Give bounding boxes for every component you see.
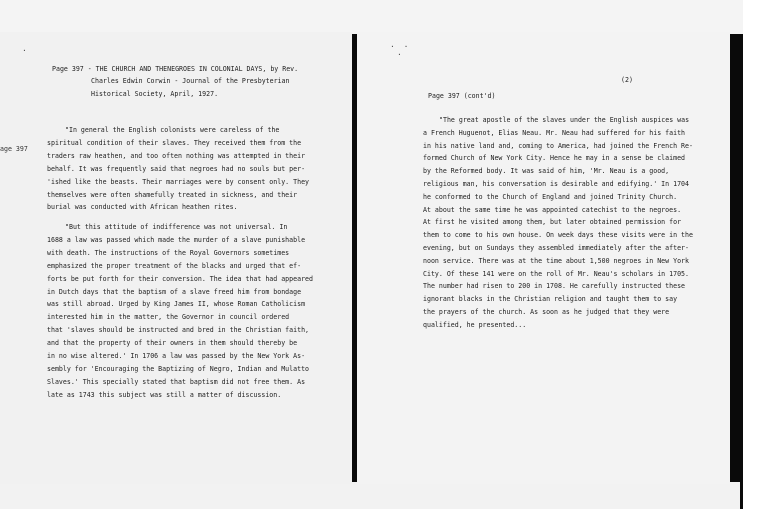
continuation-heading: Page 397 (cont'd) [428, 92, 496, 100]
text-line: noon service. There was at the time about 1,500 negroes in New York [423, 256, 689, 265]
text-line: spiritual condition of their slaves. They received them from the [47, 138, 302, 147]
text-line: interested him in the matter, the Governor in council ordered [47, 313, 290, 322]
text-line: formed Church of New York City. Hence he may in a sense be claimed [423, 154, 686, 163]
text-line: the prayers of the church. As soon as he judged that they were [423, 307, 670, 316]
margin-page-label: age 397 [0, 145, 28, 153]
scan-speck: · [397, 50, 404, 59]
paragraph-1 [47, 124, 309, 214]
text-line: traders raw heathen, and too often nothing was attempted in their [47, 151, 306, 160]
text-line: qualified, he presented... [423, 320, 527, 329]
text-line: in no wise altered.' In 1706 a law was passed by the New York As- [47, 352, 306, 361]
text-line: by the Reformed body. It was said of him, 'Mr. Neau is a good, [423, 167, 670, 176]
citation-header [52, 63, 298, 100]
right-page [357, 32, 730, 484]
scan-speck: · [22, 46, 29, 55]
scan-top-margin [0, 0, 760, 34]
text-line: behalf. It was frequently said that negroes had no souls but per- [47, 164, 306, 173]
scan-speck: · · [390, 42, 411, 51]
text-line: he conformed to the Church of England and joined Trinity Church. [423, 192, 678, 201]
text-line: that 'slaves should be instructed and bred in the Christian faith, [47, 326, 310, 335]
page-number: (2) [621, 76, 633, 84]
text-line: "But this attitude of indifference was not universal. In [65, 223, 288, 231]
text-line: them to come to his own house. On week days these visits were in the [423, 231, 693, 240]
text-line: Slaves.' This specially stated that baptism did not free them. As [47, 377, 306, 386]
text-line: evening, but on Sundays they assembled immediately after the after- [423, 243, 689, 252]
text-line: themselves were often shamefully treated in sickness, and their [47, 190, 298, 199]
text-line: At about the same time he was appointed catechist to the negroes. [423, 205, 682, 214]
text-line: religious man, his conversation is desirable and edifying.' In 1704 [423, 179, 689, 188]
text-line: burial was conducted with African heathen rites. [47, 203, 238, 212]
text-line: sembly for 'Encouraging the Baptizing of Negro, Indian and Mulatto [47, 364, 310, 373]
text-line: 1688 a law was passed which made the murder of a slave punishable [47, 235, 306, 244]
text-line: At first he visited among them, but later obtained permission for [423, 218, 682, 227]
text-line: late as 1743 this subject was still a matter of discussion. [47, 390, 282, 399]
scan-bottom-margin [0, 482, 740, 509]
text-line: "The great apostle of the slaves under the English auspices was [439, 116, 690, 124]
text-line: ignorant blacks in the Christian religion and taught them to say [423, 295, 678, 304]
text-line: The number had risen to 200 in 1708. He carefully instructed these [423, 282, 686, 291]
scan-right-margin [743, 0, 760, 509]
citation-line: Historical Society, April, 1927. [91, 89, 219, 98]
text-line: "In general the English colonists were careless of the [65, 126, 280, 134]
text-line: a French Huguenot, Elias Neau. Mr. Neau had suffered for his faith [423, 128, 686, 137]
paragraph-3 [423, 114, 693, 332]
left-page [0, 32, 352, 484]
text-line: in his native land and, coming to America, had joined the French Re- [423, 141, 693, 150]
citation-line: Page 397 - THE CHURCH AND THENEGROES IN COLONIAL DAYS, by Rev. [52, 65, 299, 73]
text-line: emphasized the proper treatment of the blacks and urged that ef- [47, 261, 302, 270]
text-line: and that the property of their owners in them should thereby be [47, 339, 298, 348]
text-line: 'ished like the beasts. Their marriages were by consent only. They [47, 177, 310, 186]
text-line: with death. The instructions of the Royal Governors sometimes [47, 248, 290, 257]
text-line: in Dutch days that the baptism of a slave freed him from bondage [47, 287, 302, 296]
citation-line: Charles Edwin Corwin - Journal of the Presbyterian [91, 77, 290, 86]
text-line: forts be put forth for their conversion. The idea that had appeared [47, 274, 313, 283]
text-line: was still abroad. Urged by King James II, whose Roman Catholicism [47, 300, 306, 309]
paragraph-2 [47, 221, 313, 402]
text-line: City. Of these 141 were on the roll of Mr. Neau's scholars in 1705. [423, 269, 689, 278]
